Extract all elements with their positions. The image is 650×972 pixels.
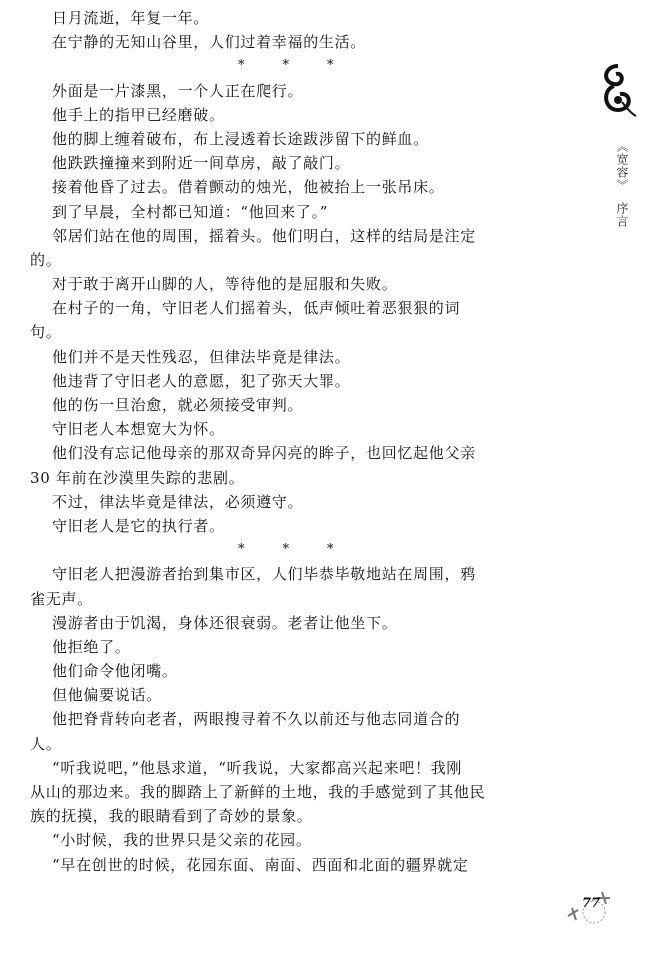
text-line: “听我说吧，”他恳求道，“听我说，大家都高兴起来吧！我刚 [52, 758, 463, 777]
text-line: 他们没有忘记他母亲的那双奇异闪亮的眸子，也回忆起他父亲 [52, 444, 476, 463]
text-line: 30 年前在沙漠里失踪的悲剧。 [30, 468, 245, 487]
text-line: 漫游者由于饥渴，身体还很衰弱。老者让他坐下。 [52, 613, 398, 632]
text-line: 他手上的指甲已经磨破。 [52, 105, 225, 124]
text-line: 守旧老人本想宽大为怀。 [52, 420, 225, 439]
text-line: 不过，律法毕竟是律法，必须遵守。 [52, 492, 304, 511]
text-line: 接着他昏了过去。借着颤动的烛光，他被抬上一张吊床。 [52, 178, 445, 197]
decorative-ornament-icon [598, 62, 640, 118]
text-line: 他把脊背转向老者，两眼搜寻着不久以前还与他志同道合的 [52, 710, 461, 729]
text-line: 对于敢于离开山脚的人，等待他的是屈服和失败。 [52, 275, 398, 294]
text-line: 人。 [30, 734, 62, 753]
text-line: 到了早晨，全村都已知道：“他回来了。” [52, 202, 329, 221]
text-line: 在村子的一角，守旧老人们摇着头，低声倾吐着恶狠狠的词 [52, 299, 461, 318]
text-line: 雀无声。 [30, 589, 93, 608]
text-line: “早在创世的时候，花园东面、南面、西面和北面的疆界就定 [52, 855, 469, 874]
text-line: 但他偏要说话。 [52, 686, 162, 705]
page-number-decoration [566, 890, 616, 926]
text-line: 他们命令他闭嘴。 [52, 662, 178, 681]
text-line: 在宁静的无知山谷里，人们过着幸福的生活。 [52, 33, 367, 52]
section-separator: *** [238, 542, 372, 558]
body-text [30, 6, 486, 877]
text-line: 他违背了守旧老人的意愿，犯了弥天大罪。 [52, 371, 351, 390]
text-line: 守旧老人是它的执行者。 [52, 516, 225, 535]
text-line: 他们并不是天性残忍，但律法毕竟是律法。 [52, 347, 351, 366]
page-number: 77 [582, 896, 601, 911]
text-line: 他拒绝了。 [52, 637, 131, 656]
text-line: 日月流逝，年复一年。 [52, 9, 210, 27]
book-title: 《宽容》 [615, 140, 629, 192]
text-line: 外面是一片漆黑，一个人正在爬行。 [52, 81, 304, 100]
text-line: 他跌跌撞撞来到附近一间草房，敲了敲门。 [52, 154, 351, 173]
text-line: 他的脚上缠着破布，布上浸透着长途跋涉留下的鲜血。 [52, 129, 429, 148]
text-line: 从山的那边来。我的脚踏上了新鲜的土地，我的手感觉到了其他民 [30, 783, 486, 801]
text-line: 邻居们站在他的周围，摇着头。他们明白，这样的结局是注定 [52, 226, 476, 245]
text-line: 守旧老人把漫游者抬到集市区，人们毕恭毕敬地站在周围，鸦 [52, 565, 476, 584]
text-line: 的。 [30, 250, 62, 269]
text-line: 他的伤一旦治愈，就必须接受审判。 [52, 396, 304, 414]
text-line: “小时候，我的世界只是父亲的花园。 [52, 831, 312, 850]
text-line: 句。 [30, 323, 62, 342]
running-header [614, 140, 631, 228]
text-line: 族的抚摸，我的眼睛看到了奇妙的景象。 [30, 807, 313, 826]
section-title: 序言 [615, 202, 629, 228]
section-separator: *** [238, 58, 372, 74]
